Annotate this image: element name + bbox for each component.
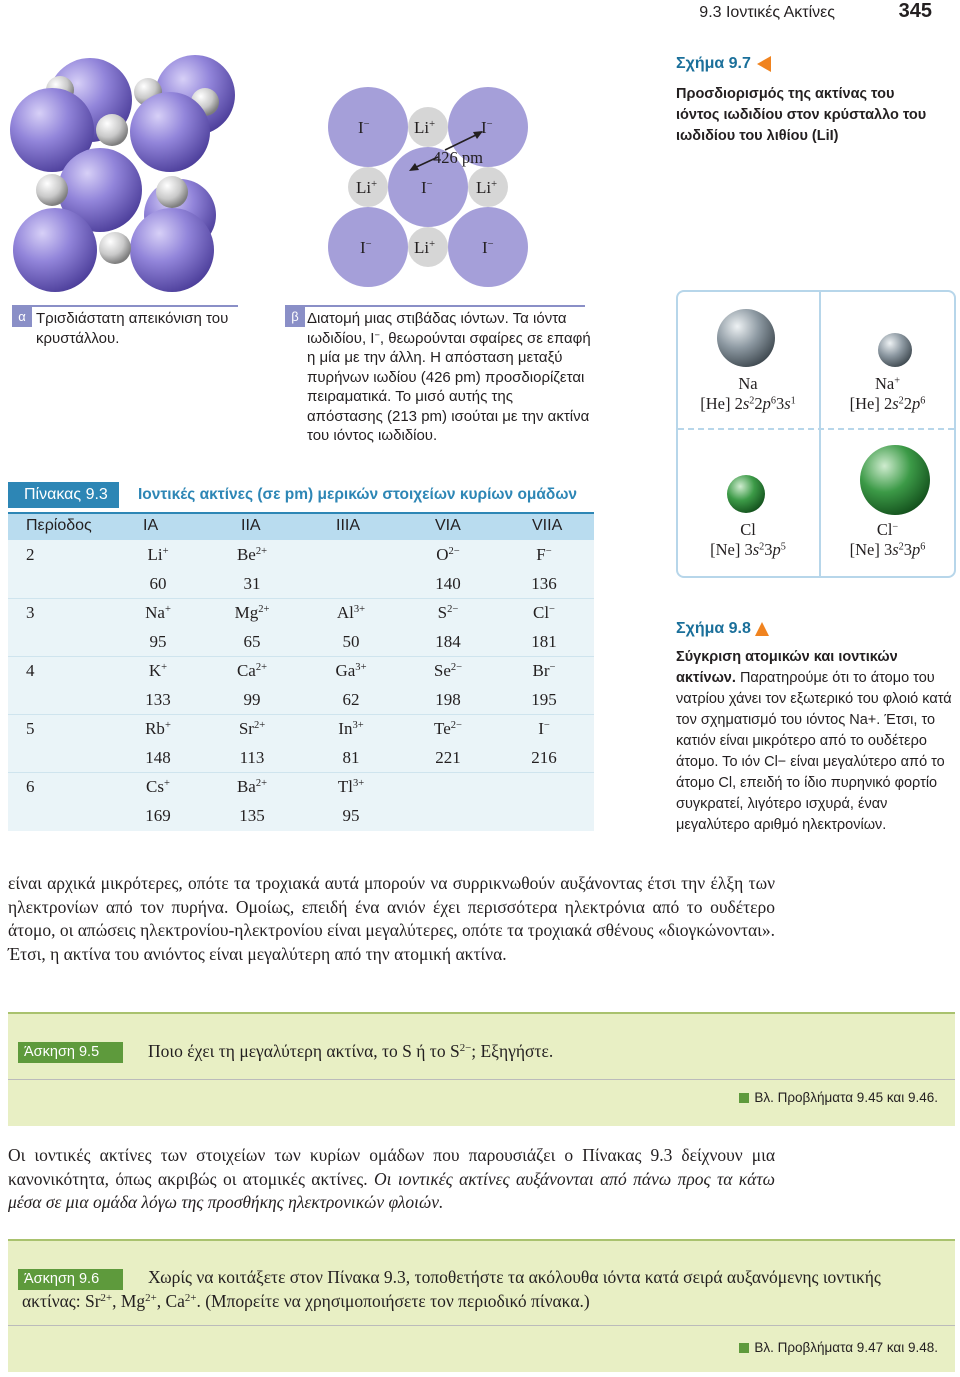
- table-header-cell: IA: [143, 517, 159, 534]
- figure-9-8-caption: Σύγκριση ατομικών και ιοντικών ακτίνων. Παρατηρούμε ότι το άτομο του νατρίου χάνει τον εξωτερικό του φλοιό κατά τον σχηματισμό του ιόντος Na+. Έτσι, το κατιόν είναι μικρότερο από το ουδέτερο άτομο. Το ιόν Cl− είναι μεγαλύτερο από το άτομο Cl, επειδή το ίδιο πυρηνικό φορτίο συγκρατεί, λιγότερο ισχυρά, έναν μεγαλύτερο αριθμό ηλεκτρονίων.: [676, 649, 952, 833]
- exercise-9-5-text: Ποιο έχει τη μεγαλύτερη ακτίνα, το S ή το $S^{2-}$; Εξηγήστε.: [148, 1041, 554, 1061]
- table-radius-cell: 99: [243, 690, 261, 709]
- exercise-9-6-reference[interactable]: Βλ. Προβλήματα 9.47 και 9.48.: [739, 1340, 938, 1355]
- figure-9-7-label: Σχήμα 9.7: [676, 55, 771, 73]
- table-radius-cell: 198: [435, 690, 461, 709]
- table-radius-cell: 135: [239, 806, 265, 825]
- na-atom-label: Na [He] $2s^22p^63s^1$: [700, 374, 796, 413]
- table-ion-cell: $In^{3+}$: [338, 719, 364, 738]
- body-paragraph: Οι ιοντικές ακτίνες των στοιχείων των κυρίων ομάδων που παρουσιάζει ο Πίνακας 9.3 δείχνουν μια κανονικότητα, όπως ακριβώς οι ατομικές ακτίνες. Οι ιοντικές ακτίνες αυξάνονται από πάνω προς τα κάτω μέσα σε μια ομάδα λόγω της προσθήκης ηλεκτρονικών φλοιών.: [8, 1145, 775, 1212]
- table-period-cell: 3: [26, 603, 35, 622]
- arrow-up-icon: [755, 622, 769, 636]
- table-header-cell: VIIA: [532, 517, 563, 534]
- exercise-9-6-text: Χωρίς να κοιτάξετε στον Πίνακα 9.3, τοποθετήστε τα ακόλουθα ιόντα κατά σειρά αυξανόμενης ιοντικής ακτίνας: $Sr^{2+}$, $Mg^{2+}$, $Ca^{2+}$. (Μπορείτε να χρησιμοποιήσετε τον περιοδικό πίνακα.): [22, 1267, 881, 1311]
- table-ion-cell: Na+: [145, 603, 171, 622]
- figure-9-7-caption: Προσδιορισμός της ακτίνας του ιόντος ιωδιδίου στον κρύσταλλο του ιωδιδίου του λιθίου (LiI): [676, 86, 927, 144]
- table-radius-cell: 60: [149, 574, 167, 593]
- table-ion-cell: K+: [148, 661, 168, 680]
- square-bullet-icon: [739, 1093, 749, 1103]
- table-radius-cell: 184: [435, 632, 461, 651]
- table-radius-cell: 216: [531, 748, 557, 767]
- distance-label: 426 pm: [433, 148, 483, 167]
- body-paragraph: είναι αρχικά μικρότερες, οπότε τα τροχιακά αυτά μπορούν να συρρικνωθούν αυξάνοντας έτσι την έλξη των ηλεκτρονίων από τον πυρήνα. Ομοίως, επειδή ένα ανιόν έχει περισσότερα ηλεκτρόνια από το ουδέτερο άτομο, οι απώσεις ηλεκτρονίου-ηλεκτρονίου είναι μεγαλύτερες, οπότε τα τροχιακά σθένους «διογκώνονται». Έτσι, η ακτίνα του ανιόντος είναι μεγαλύτερη από την ατομική ακτίνα.: [8, 873, 775, 964]
- exercise-divider: [8, 1325, 955, 1326]
- table-ion-cell: $Ba^{2+}$: [236, 777, 268, 796]
- panel-a-letter: α: [12, 307, 32, 327]
- table-ion-cell: $O^{2-}$: [436, 545, 460, 564]
- table-title: Ιοντικές ακτίνες (σε pm) μερικών στοιχείων κυρίων ομάδων: [138, 486, 578, 503]
- table-ion-cell: $Ga^{3+}$: [335, 661, 367, 680]
- lithium-label: Li+: [414, 118, 436, 137]
- table-row-divider: [8, 656, 594, 657]
- table-body: [8, 540, 594, 831]
- exercise-9-6-tag: Άσκηση 9.6: [18, 1269, 123, 1290]
- crystal-3d-illustration: [0, 40, 260, 300]
- table-ion-cell: Cs+: [146, 777, 170, 796]
- table-radius-cell: 195: [531, 690, 557, 709]
- table-ion-cell: $Al^{3+}$: [336, 603, 366, 622]
- lithium-label: Li+: [414, 238, 436, 257]
- exercise-9-5-box: [8, 1014, 955, 1126]
- table-radius-cell: 62: [342, 690, 360, 709]
- table-ion-cell: Rb+: [145, 719, 171, 738]
- iodide-label: I−: [421, 178, 433, 197]
- table-period-cell: 2: [26, 545, 35, 564]
- table-row-divider: [8, 598, 594, 599]
- table-ion-cell: $Be^{2+}$: [236, 545, 268, 564]
- table-radius-cell: 136: [531, 574, 557, 593]
- table-ion-cell: Br−: [532, 661, 556, 680]
- table-row-divider: [8, 772, 594, 773]
- panel-a-caption: Τρισδιάστατη απεικόνιση του κρυστάλλου.: [36, 310, 229, 347]
- table-header-cell: IIA: [241, 517, 261, 534]
- table-ion-cell: $Sr^{2+}$: [238, 719, 266, 738]
- table-ion-cell: Cl−: [532, 603, 555, 622]
- na-ion-label: Na+ [He] $2s^22p^6$: [849, 374, 926, 413]
- table-radius-cell: 31: [243, 574, 261, 593]
- table-radius-cell: 81: [342, 748, 360, 767]
- exercise-9-5-reference[interactable]: Βλ. Προβλήματα 9.45 και 9.46.: [739, 1090, 938, 1105]
- table-radius-cell: 181: [531, 632, 557, 651]
- lithium-label: Li+: [356, 178, 378, 197]
- table-header-cell: VIA: [435, 517, 461, 534]
- table-ion-cell: $Tl^{3+}$: [337, 777, 365, 796]
- cl-atom-label: Cl [Ne] $3s^23p^5$: [710, 520, 786, 559]
- table-radius-cell: 50: [342, 632, 360, 651]
- table-period-cell: 6: [26, 777, 35, 796]
- panel-b-rule: [285, 305, 585, 307]
- table-ion-cell: Li+: [147, 545, 169, 564]
- table-label: Πίνακας 9.3: [8, 482, 119, 508]
- table-radius-cell: 169: [145, 806, 171, 825]
- table-radius-cell: 140: [435, 574, 461, 593]
- table-ion-cell: $Se^{2-}$: [433, 661, 463, 680]
- table-header-row: [8, 512, 594, 540]
- iodide-label: I−: [360, 238, 372, 257]
- table-ion-cell: $Ca^{2+}$: [236, 661, 268, 680]
- table-period-cell: 5: [26, 719, 35, 738]
- panel-b-caption: Διατομή μιας στιβάδας ιόντων. Τα ιόντα ιωδιδίου, I−, θεωρούνται σφαίρες σε επαφή η μία με την άλλη. Η απόσταση μεταξύ πυρήνων ιωδίου (426 pm) προσδιορίζεται πειραματικά. Το μισό αυτής της απόστασης (213 pm) ισούται με την ακτίνα του ιόντος ιωδιδίου.: [307, 310, 591, 444]
- table-ion-cell: $S^{2-}$: [437, 603, 459, 622]
- table-ion-cell: F−: [536, 545, 552, 564]
- panel-a-rule: [12, 305, 238, 307]
- cl-ion-label: Cl− [Ne] $3s^23p^6$: [849, 520, 926, 559]
- table-period-cell: 4: [26, 661, 35, 680]
- exercise-divider: [8, 1079, 955, 1080]
- table-ion-cell: $Mg^{2+}$: [234, 603, 270, 622]
- iodide-label: I−: [358, 118, 370, 137]
- table-radius-cell: 95: [149, 632, 167, 651]
- table-radius-cell: 95: [342, 806, 360, 825]
- lithium-label: Li+: [476, 178, 498, 197]
- table-radius-cell: 113: [239, 748, 265, 767]
- table-ion-cell: I−: [538, 719, 550, 738]
- panel-b-letter: β: [285, 307, 305, 327]
- table-header-cell: Περίοδος: [26, 517, 92, 534]
- table-header-cell: IIIA: [336, 517, 361, 534]
- table-radius-cell: 65: [243, 632, 261, 651]
- page-number: 345: [898, 0, 932, 22]
- iodide-label: I−: [482, 238, 494, 257]
- table-radius-cell: 133: [145, 690, 171, 709]
- iodide-label: I−: [481, 118, 493, 137]
- table-row-divider: [8, 714, 594, 715]
- table-radius-cell: 148: [145, 748, 171, 767]
- exercise-9-5-tag: Άσκηση 9.5: [18, 1042, 123, 1063]
- table-radius-cell: 221: [435, 748, 461, 767]
- arrow-left-icon: [757, 56, 771, 72]
- square-bullet-icon: [739, 1343, 749, 1353]
- figure-9-8-label: Σχήμα 9.8: [676, 620, 769, 638]
- table-ion-cell: $Te^{2-}$: [434, 719, 462, 738]
- running-head: 9.3 Ιοντικές Ακτίνες: [699, 4, 835, 21]
